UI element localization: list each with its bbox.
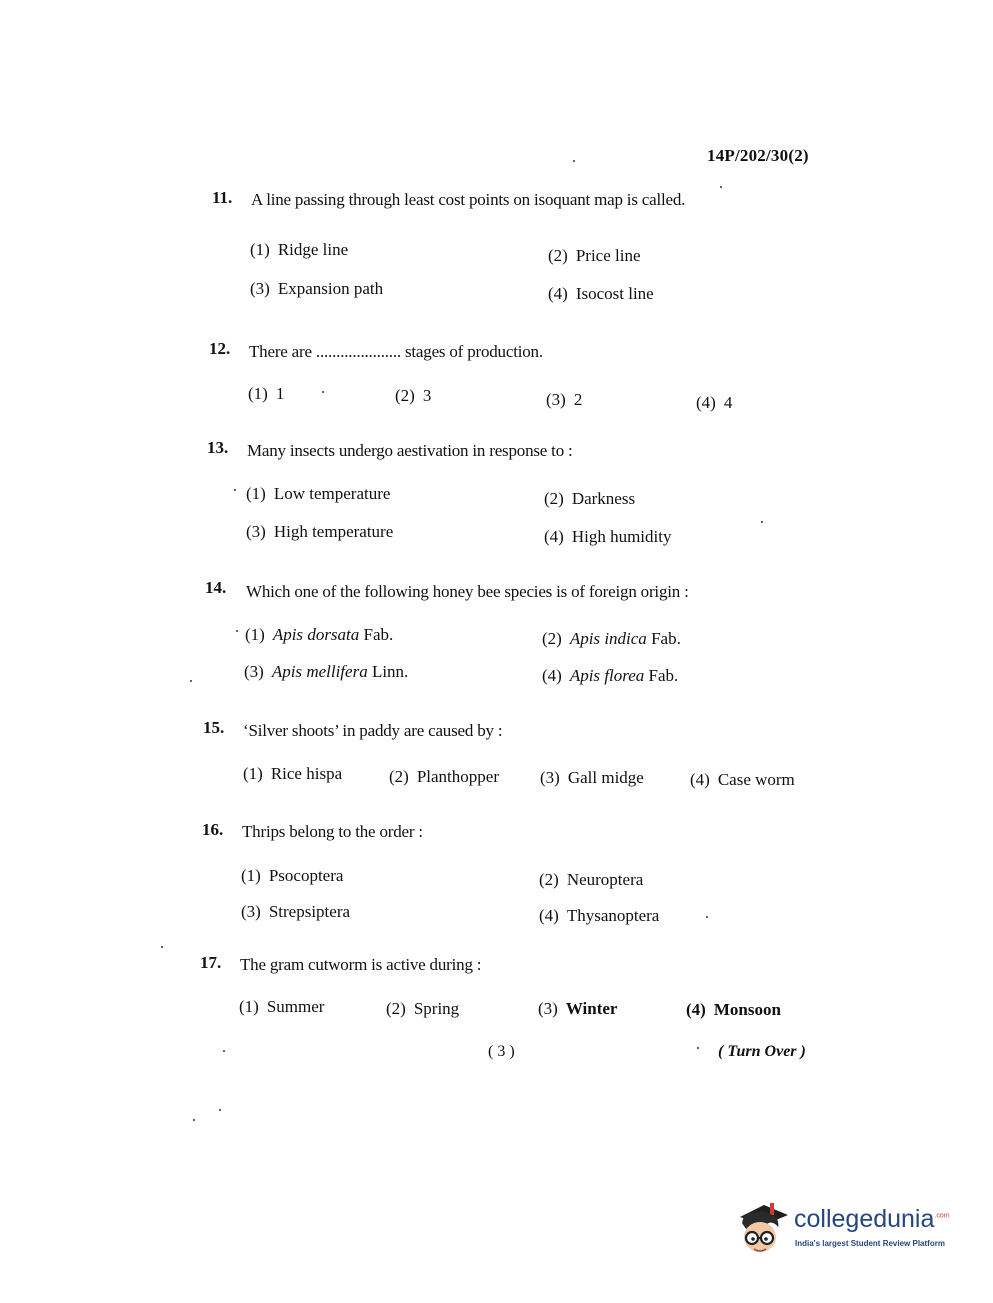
scan-speck bbox=[223, 1050, 225, 1052]
question-text: Which one of the following honey bee species is of foreign origin : bbox=[246, 582, 689, 601]
option-1: (1) Low temperature bbox=[246, 484, 391, 503]
option-3: (3) Gall midge bbox=[540, 768, 644, 787]
option-3: (3) Winter bbox=[538, 999, 618, 1018]
question-number: 17. bbox=[200, 953, 222, 972]
turn-over-note: ( Turn Over ) bbox=[718, 1043, 806, 1060]
scan-speck bbox=[219, 1109, 221, 1111]
option-3: (3) High temperature bbox=[246, 522, 394, 541]
option-2: (2) Apis indica Fab. bbox=[542, 629, 681, 648]
option-4: (4) Apis florea Fab. bbox=[542, 666, 679, 685]
option-4: (4) Case worm bbox=[690, 770, 795, 789]
question-number: 14. bbox=[205, 578, 227, 597]
option-2: (2) Price line bbox=[548, 246, 641, 265]
option-4: (4) Monsoon bbox=[686, 1000, 781, 1019]
question-number: 16. bbox=[202, 820, 224, 839]
question-number: 12. bbox=[209, 339, 231, 358]
question-number: 13. bbox=[207, 438, 229, 457]
option-4: (4) High humidity bbox=[544, 527, 672, 546]
option-3: (3) 2 bbox=[546, 390, 583, 409]
option-2: (2) Planthopper bbox=[389, 767, 499, 786]
option-2: (2) 3 bbox=[395, 386, 432, 405]
option-3: (3) Expansion path bbox=[250, 279, 384, 298]
question-text: Thrips belong to the order : bbox=[242, 822, 423, 841]
question-number: 15. bbox=[203, 718, 225, 737]
logo-suffix: .com bbox=[934, 1212, 950, 1220]
scan-speck bbox=[706, 916, 708, 918]
option-1: (1) 1 bbox=[248, 384, 285, 403]
question-text: Many insects undergo aestivation in response to : bbox=[247, 441, 573, 460]
paper-code: 14P/202/30(2) bbox=[707, 146, 809, 165]
option-1: (1) Rice hispa bbox=[243, 764, 343, 783]
scan-speck bbox=[761, 521, 763, 523]
option-2: (2) Darkness bbox=[544, 489, 636, 508]
collegedunia-logo bbox=[734, 1197, 964, 1259]
option-2: (2) Neuroptera bbox=[539, 870, 644, 889]
scan-speck bbox=[573, 160, 575, 162]
option-3: (3) Apis mellifera Linn. bbox=[244, 662, 409, 681]
option-2: (2) Spring bbox=[386, 999, 460, 1018]
scan-speck bbox=[720, 186, 722, 188]
option-1: (1) Summer bbox=[239, 997, 325, 1016]
scan-speck bbox=[697, 1047, 699, 1049]
question-text: A line passing through least cost points on isoquant map is called. bbox=[251, 190, 686, 209]
scan-speck bbox=[322, 391, 324, 393]
logo-tagline: India's largest Student Review Platform bbox=[795, 1239, 945, 1248]
scan-speck bbox=[236, 630, 238, 632]
option-4: (4) Isocost line bbox=[548, 284, 654, 303]
question-number: 11. bbox=[212, 188, 233, 207]
scan-speck bbox=[193, 1119, 195, 1121]
option-4: (4) 4 bbox=[696, 393, 733, 412]
mascot-icon bbox=[734, 1197, 794, 1259]
scan-speck bbox=[234, 489, 236, 491]
option-3: (3) Strepsiptera bbox=[241, 902, 351, 921]
scan-speck bbox=[190, 680, 192, 682]
question-text: The gram cutworm is active during : bbox=[240, 955, 482, 974]
page-number: ( 3 ) bbox=[488, 1043, 515, 1060]
logo-wordmark: collegedunia$^{.com}$ bbox=[794, 1205, 950, 1233]
scan-speck bbox=[161, 946, 163, 948]
option-1: (1) Apis dorsata Fab. bbox=[245, 625, 394, 644]
option-1: (1) Psocoptera bbox=[241, 866, 344, 885]
option-4: (4) Thysanoptera bbox=[539, 906, 660, 925]
option-1: (1) Ridge line bbox=[250, 240, 349, 259]
question-text: There are ..................... stages of production. bbox=[249, 342, 543, 361]
question-text: ‘Silver shoots’ in paddy are caused by : bbox=[243, 721, 503, 740]
